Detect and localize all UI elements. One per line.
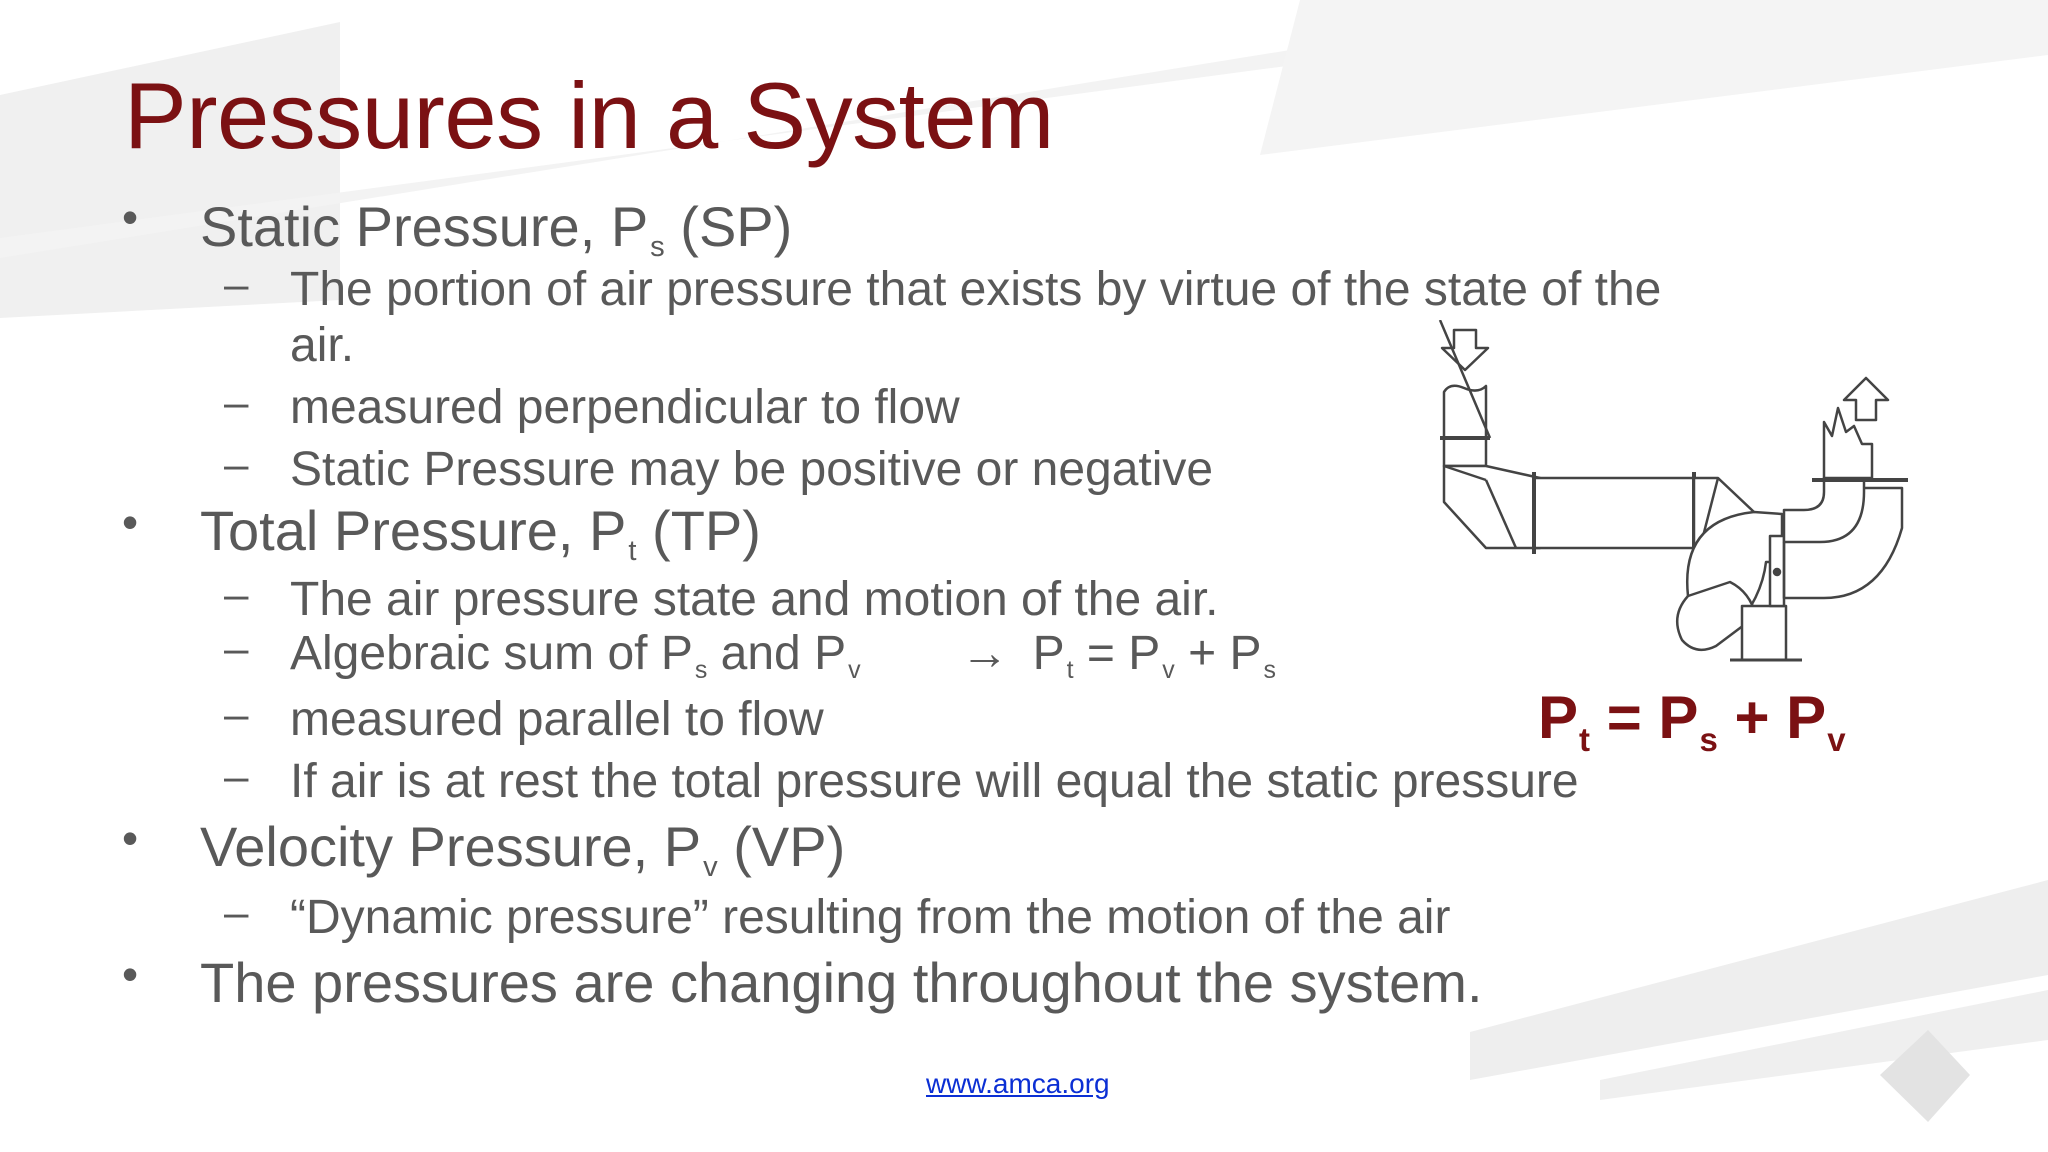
bullet-pressures-changing: The pressures are changing throughout the system.: [200, 951, 1483, 1014]
dash-marker: –: [224, 888, 249, 937]
total-at-rest: If air is at rest the total pressure will equal the static pressure: [290, 755, 1579, 808]
dash-marker: –: [224, 570, 249, 619]
bullet-marker: •: [122, 812, 139, 864]
dash-marker: –: [224, 690, 249, 739]
total-measured-parallel: measured parallel to flow: [290, 693, 824, 746]
dash-marker: –: [224, 440, 249, 489]
dash-marker: –: [224, 752, 249, 801]
static-positive-negative: Static Pressure may be positive or negative: [290, 443, 1214, 496]
slide-title: Pressures in a System: [124, 63, 1054, 168]
down-arrow-icon: [1442, 330, 1488, 370]
dash-marker: –: [224, 378, 249, 427]
bullet-marker: •: [122, 948, 139, 1000]
duct-system-diagram: [1430, 320, 1950, 680]
static-definition-line1: The portion of air pressure that exists by virtue of the state of the: [290, 263, 1662, 316]
total-state-and-motion: The air pressure state and motion of the air.: [290, 573, 1219, 626]
amca-website-link[interactable]: www.amca.org: [926, 1068, 1110, 1099]
bullet-static-pressure: Static Pressure, $P_s$ (SP): [200, 195, 793, 264]
dash-marker: –: [224, 260, 249, 309]
total-pressure-formula: $P_t = P_s + P_v$: [1538, 684, 1846, 759]
static-measured-perpendicular: measured perpendicular to flow: [290, 381, 960, 434]
up-arrow-icon: [1844, 378, 1888, 420]
dash-marker: –: [224, 624, 249, 673]
bullet-total-pressure: Total Pressure, $P_t$ (TP): [200, 499, 761, 568]
bullet-velocity-pressure: Velocity Pressure, $P_v$ (VP): [200, 815, 846, 884]
right-arrow-icon: →: [960, 627, 1009, 680]
bullet-marker: •: [122, 496, 139, 548]
total-algebraic-sum: Algebraic sum of $P_s$ and $P_v \to P_t = P_v + P_s$: [290, 627, 1276, 684]
velocity-dynamic-pressure: “Dynamic pressure” resulting from the motion of the air: [290, 891, 1451, 944]
bullet-marker: •: [122, 191, 139, 243]
static-definition-line2: air.: [290, 319, 355, 372]
